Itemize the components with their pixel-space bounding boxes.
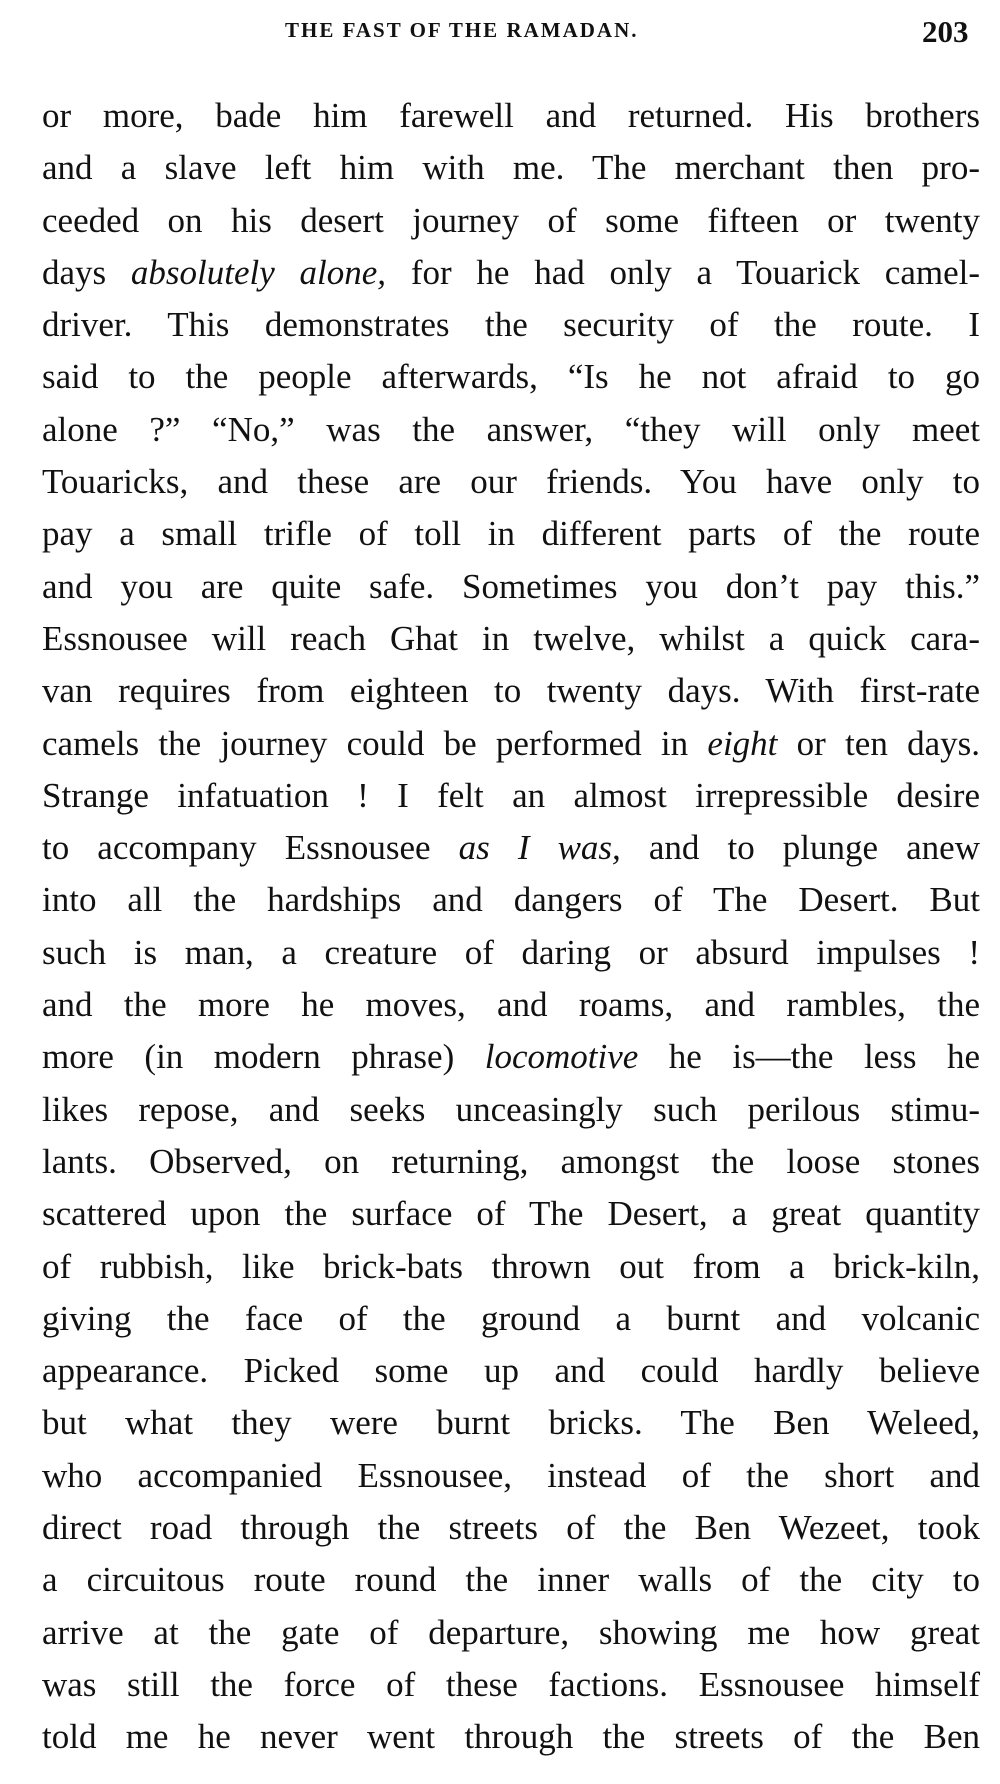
- text-line: [42, 613, 980, 665]
- text-line: [42, 561, 980, 613]
- italic-text: absolutely alone,: [130, 252, 387, 292]
- text-run: or ten days.: [777, 723, 980, 763]
- text-line: [42, 927, 980, 979]
- body-text: [42, 90, 980, 1764]
- text-run: appearance. Picked some up and could hardly believe: [42, 1351, 980, 1391]
- text-run: told me he never went through the streets of the Ben: [42, 1717, 980, 1757]
- running-head: [0, 14, 1000, 54]
- text-line: [42, 247, 980, 299]
- text-run: direct road through the streets of the Ben Wezeet, took: [42, 1508, 980, 1548]
- text-line: [42, 1711, 980, 1763]
- text-line: [42, 770, 980, 822]
- text-line: [42, 404, 980, 456]
- text-line: [42, 1502, 980, 1554]
- running-head-title: THE FAST OF THE RAMADAN.: [285, 18, 639, 42]
- text-line: [42, 1136, 980, 1188]
- italic-text: eight: [707, 723, 778, 763]
- text-run: but what they were burnt bricks. The Ben Weleed,: [42, 1403, 980, 1443]
- text-run: who accompanied Essnousee, instead of the short and: [42, 1455, 980, 1495]
- text-line: [42, 1607, 980, 1659]
- text-run: days: [42, 252, 131, 292]
- text-line: [42, 718, 980, 770]
- text-line: [42, 1293, 980, 1345]
- italic-text: locomotive: [484, 1037, 639, 1077]
- text-line: [42, 822, 980, 874]
- text-line: [42, 1084, 980, 1136]
- text-line: [42, 1241, 980, 1293]
- text-line: [42, 195, 980, 247]
- text-line: [42, 979, 980, 1031]
- text-run: and to plunge anew: [620, 828, 980, 868]
- text-line: [42, 1554, 980, 1606]
- text-line: [42, 142, 980, 194]
- text-line: [42, 1450, 980, 1502]
- text-run: was still the force of these factions. Essnousee himself: [42, 1664, 980, 1704]
- text-run: and a slave left him with me. The merchant then pro-: [42, 148, 980, 188]
- text-run: van requires from eighteen to twenty days. With first-rate: [42, 671, 980, 711]
- text-run: of rubbish, like brick-bats thrown out from a brick-kiln,: [42, 1246, 980, 1286]
- text-run: for he had only a Touarick camel-: [386, 252, 980, 292]
- text-run: Essnousee will reach Ghat in twelve, whilst a quick cara-: [42, 618, 980, 658]
- text-run: a circuitous route round the inner walls of the city to: [42, 1560, 980, 1600]
- text-line: [42, 874, 980, 926]
- text-run: or more, bade him farewell and returned. His brothers: [42, 96, 980, 135]
- text-run: camels the journey could be performed in: [42, 723, 708, 763]
- text-run: ceeded on his desert journey of some fifteen or twenty: [42, 200, 980, 240]
- text-run: scattered upon the surface of The Desert, a great quantity: [42, 1194, 980, 1234]
- text-run: Strange infatuation ! I felt an almost irrepressible desire: [42, 775, 980, 815]
- text-run: and the more he moves, and roams, and rambles, the: [42, 985, 980, 1025]
- text-run: Touaricks, and these are our friends. You have only to: [42, 462, 980, 502]
- page-number: 203: [922, 14, 969, 49]
- italic-text: as I was,: [458, 828, 621, 868]
- text-run: lants. Observed, on returning, amongst the loose stones: [42, 1141, 980, 1181]
- text-run: into all the hardships and dangers of The Desert. But: [42, 880, 980, 920]
- text-line: [42, 508, 980, 560]
- text-line: [42, 456, 980, 508]
- text-line: [42, 1397, 980, 1449]
- text-line: [42, 1188, 980, 1240]
- text-line: [42, 90, 980, 142]
- text-run: such is man, a creature of daring or absurd impulses !: [42, 932, 980, 972]
- text-line: [42, 351, 980, 403]
- text-run: pay a small trifle of toll in different parts of the route: [42, 514, 980, 554]
- text-line: [42, 665, 980, 717]
- text-run: alone ?” “No,” was the answer, “they will only meet: [42, 409, 980, 449]
- text-run: more (in modern phrase): [42, 1037, 485, 1077]
- text-line: [42, 1659, 980, 1711]
- text-line: [42, 1031, 980, 1083]
- text-run: to accompany Essnousee: [42, 828, 459, 868]
- text-run: he is—the less he: [638, 1037, 980, 1077]
- text-run: arrive at the gate of departure, showing me how great: [42, 1612, 980, 1652]
- text-run: giving the face of the ground a burnt and volcanic: [42, 1298, 980, 1338]
- text-run: said to the people afterwards, “Is he not afraid to go: [42, 357, 980, 397]
- text-line: [42, 299, 980, 351]
- text-run: and you are quite safe. Sometimes you don’t pay this.”: [42, 566, 980, 606]
- text-line: [42, 1345, 980, 1397]
- text-run: driver. This demonstrates the security of the route. I: [42, 305, 980, 345]
- text-run: likes repose, and seeks unceasingly such perilous stimu-: [42, 1089, 980, 1129]
